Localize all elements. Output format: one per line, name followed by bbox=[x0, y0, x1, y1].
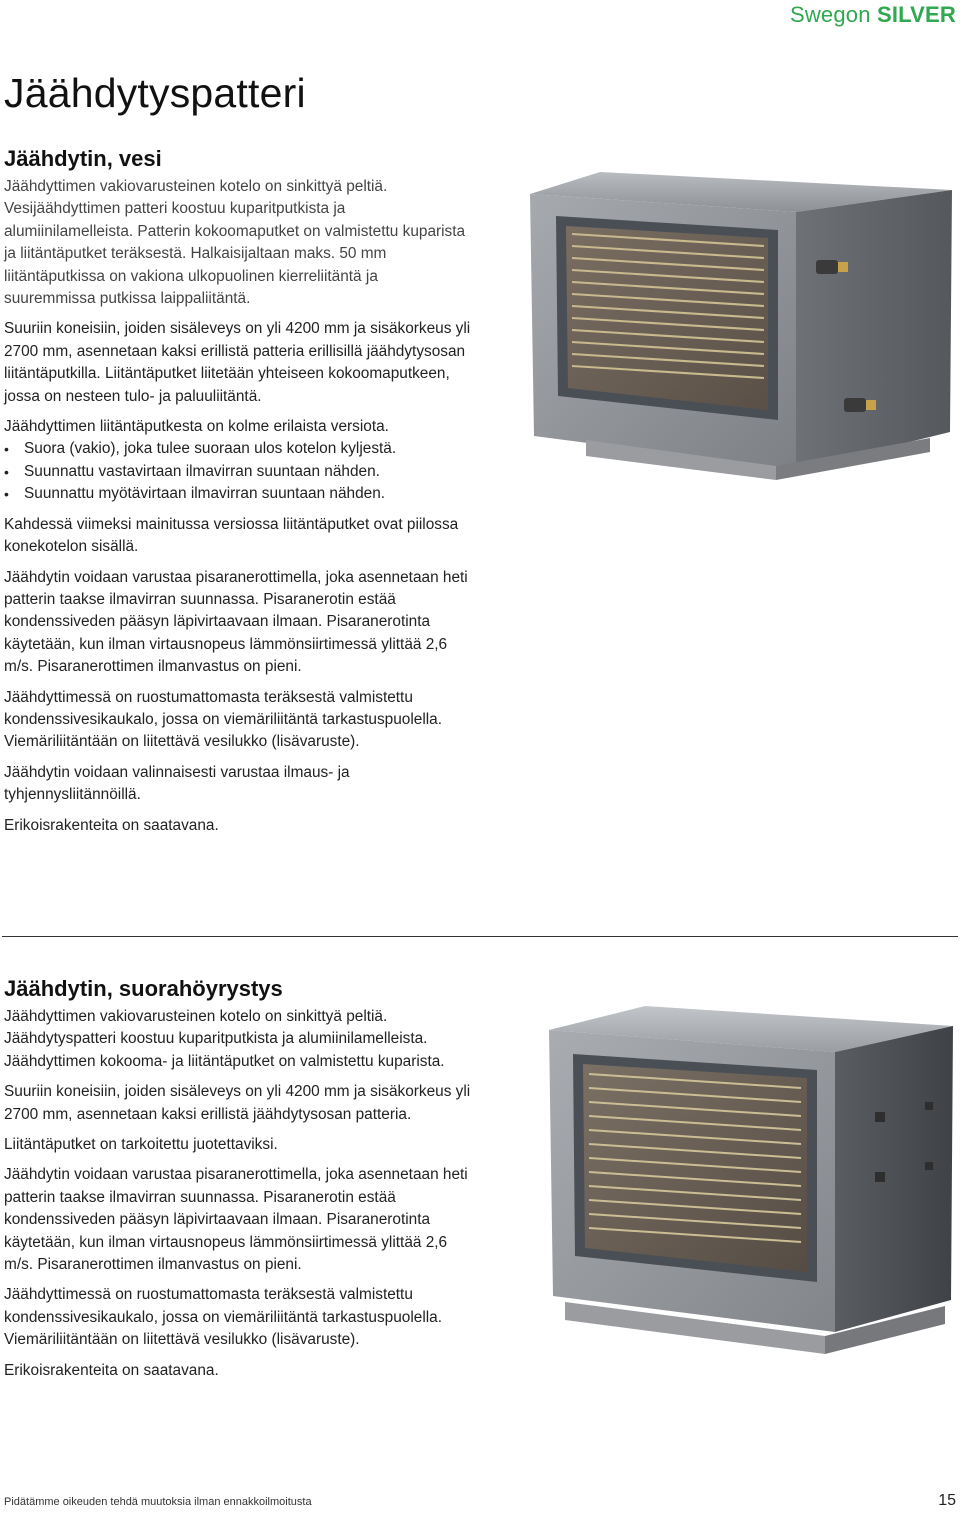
paragraph: Erikoisrakenteita on saatavana. bbox=[4, 1361, 219, 1379]
section-heading: Jäähdytin, vesi bbox=[4, 146, 162, 171]
bullet-icon: • bbox=[4, 441, 9, 458]
bullet-icon: • bbox=[4, 463, 9, 480]
section-dx-cooler bbox=[4, 976, 472, 1390]
brand-logo bbox=[790, 2, 956, 28]
list-intro: Jäähdyttimen liitäntäputkesta on kolme erilaista versiota. bbox=[4, 418, 389, 436]
paragraph: Erikoisrakenteita on saatavana. bbox=[4, 816, 219, 834]
paragraph: Jäähdyttimessä on ruostumattomasta teräksestä valmistettu kondenssivesikaukalo, jossa on viemäriliitäntä tarkastuspuolella. Viemäriliitäntään on liitettävä vesilukko (lisävaruste). bbox=[4, 688, 443, 751]
paragraph: Jäähdyttimen vakiovarusteinen kotelo on sinkittyä peltiä. Vesijäähdyttimen patteri koostuu kuparitputkista ja alumiinilamelleista. Patterin kokoomaputket on valmistettu kuparista ja liitäntäputket teräksestä. Halkaisijaltaan maks. 50 mm liitäntäputkissa on vakiona ulkopuolinen kierreliitäntä ja suuremmissa putkissa laippaliitäntä. bbox=[4, 178, 466, 308]
paragraph: Jäähdytin voidaan valinnaisesti varustaa ilmaus- ja tyhjennysliitännöillä. bbox=[4, 763, 350, 804]
page-title: Jäähdytyspatteri bbox=[4, 70, 306, 116]
list-item: • Suunnattu myötävirtaan ilmavirran suuntaan nähden. bbox=[4, 483, 472, 505]
section-heading: Jäähdytin, suorahöyrystys bbox=[4, 976, 283, 1001]
paragraph: Jäähdytin voidaan varustaa pisaranerottimella, joka asennetaan heti patterin taakse ilmavirran suunnassa. Pisaranerotin estää kondenssiveden pääsyn läpivirtaavaan ilmaan. Pisaranerotinta käytetään, kun ilman virtausnopeus lämmönsiirtimessä ylittää 2,6 m/s. Pisaranerottimen ilmanvastus on pieni. bbox=[4, 568, 468, 676]
footer-disclaimer: Pidätämme oikeuden tehdä muutoksia ilman ennakkoilmoitusta bbox=[4, 1496, 312, 1508]
page-number: 15 bbox=[938, 1492, 956, 1509]
list-item: • Suunnattu vastavirtaan ilmavirran suuntaan nähden. bbox=[4, 461, 472, 483]
brand-product: SILVER bbox=[876, 2, 956, 27]
paragraph: Kahdessä viimeksi mainitussa versiossa liitäntäputket ovat piilossa konekotelon sisällä. bbox=[4, 515, 459, 556]
section-water-cooler bbox=[4, 146, 472, 845]
list-item: • Suora (vakio), joka tulee suoraan ulos kotelon kyljestä. bbox=[4, 438, 472, 460]
section-divider bbox=[2, 936, 958, 937]
water-cooler-unit-image bbox=[526, 170, 956, 488]
brand-name: Swegon bbox=[789, 2, 871, 27]
paragraph: Jäähdytin voidaan varustaa pisaranerottimella, joka asennetaan heti patterin taakse ilmavirran suunnassa. Pisaranerotin estää kondenssiveden pääsyn läpivirtaavaan ilmaan. Pisaranerotinta käytetään, kun ilman virtausnopeus lämmönsiirtimessä ylittää 2,6 m/s. Pisaranerottimen ilmanvastus on pieni. bbox=[4, 1166, 468, 1274]
paragraph: Jäähdyttimen vakiovarusteinen kotelo on sinkittyä peltiä. Jäähdytyspatteri koostuu kuparitputkista ja alumiinilamelleista. Jäähdyttimen kokooma- ja liitäntäputket on valmistettu kuparista. bbox=[4, 1008, 445, 1070]
paragraph: Jäähdyttimessä on ruostumattomasta teräksestä valmistettu kondenssivesikaukalo, jossa on viemäriliitäntä tarkastuspuolella. Viemäriliitäntään on liitettävä vesilukko (lisävaruste). bbox=[4, 1286, 443, 1349]
paragraph: Suuriin koneisiin, joiden sisäleveys on yli 4200 mm ja sisäkorkeus yli 2700 mm, asennetaan kaksi erillistä patteria erillisillä jäähdytysosan liitäntäputkilla. Liitäntäputket liitetään yhteiseen kokoomaputkeen, jossa on nesteen tulo- ja paluuliitäntä. bbox=[4, 320, 471, 405]
dx-cooler-unit-image bbox=[545, 1002, 957, 1374]
paragraph: Liitäntäputket on tarkoitettu juotettaviksi. bbox=[4, 1136, 278, 1154]
bullet-icon: • bbox=[4, 486, 9, 503]
version-list bbox=[4, 438, 472, 505]
paragraph: Suuriin koneisiin, joiden sisäleveys on yli 4200 mm ja sisäkorkeus yli 2700 mm, asennetaan kaksi erillistä jäähdytysosan patteria. bbox=[4, 1083, 471, 1123]
